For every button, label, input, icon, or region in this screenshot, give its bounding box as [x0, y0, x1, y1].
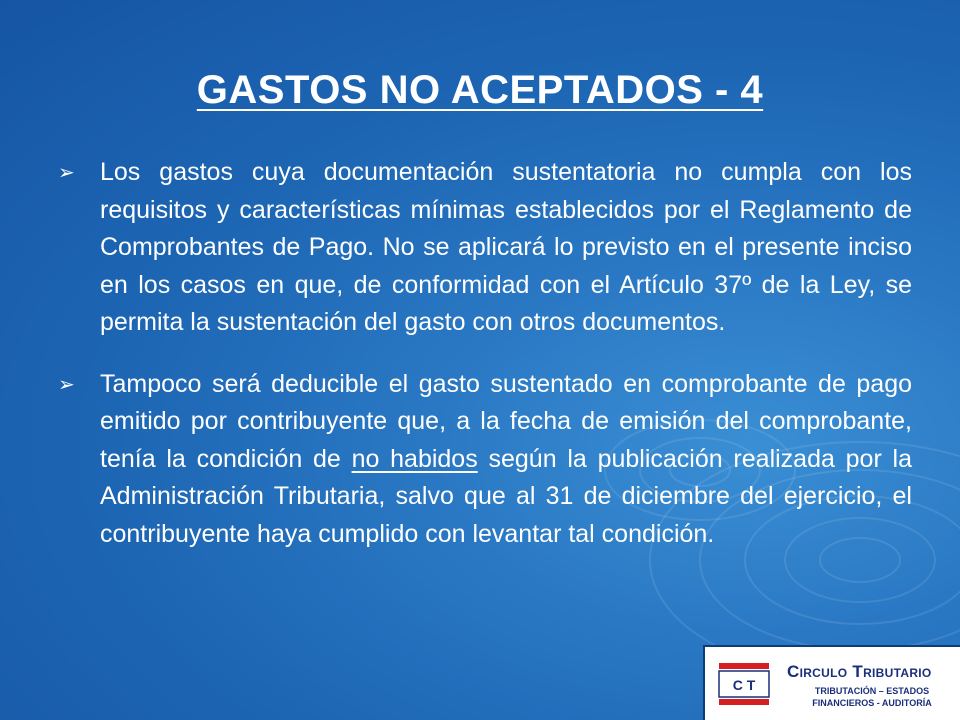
underlined-term: no habidos: [351, 444, 478, 473]
arrowhead-bullet-icon: ➢: [58, 373, 75, 396]
bullet-text: [100, 366, 912, 554]
logo-mark-icon: [715, 657, 773, 711]
bullet-item: [58, 366, 912, 554]
logo-mark-text: C T: [732, 677, 756, 693]
bullet-item: [58, 154, 912, 342]
logo-name: Circulo Tributario: [787, 662, 932, 681]
bullet-text: Los gastos cuya documentación sustentatoria no cumpla con los requisitos y características mínimas establecidos por el Reglamento de Comprobantes de Pago. No se aplicará lo previsto en el presente inciso en los casos en que, de conformidad con el Artículo 37º de la Ley, se permita la sustentación del gasto con otros documentos.: [100, 158, 912, 336]
logo-subtitle: TRIBUTACIÓN – ESTADOS FINANCIEROS - AUDITORÍA: [812, 686, 932, 708]
bullet-text-part: Tampoco será deducible el gasto sustentado en comprobante de pago emitido por contribuyente que, a la fecha de emisión del comprobante, tenía la condición de: [100, 369, 912, 473]
bullet-list: [58, 154, 912, 577]
slide-title: GASTOS NO ACEPTADOS - 4: [196, 68, 764, 112]
arrowhead-bullet-icon: ➢: [58, 162, 75, 184]
bullet-text-part: según la publicación realizada por la Administración Tributaria, salvo que al 31 de diciembre del ejercicio, el contribuyente haya cumplido con levantar tal condición.: [100, 444, 913, 548]
company-logo: [703, 645, 960, 720]
